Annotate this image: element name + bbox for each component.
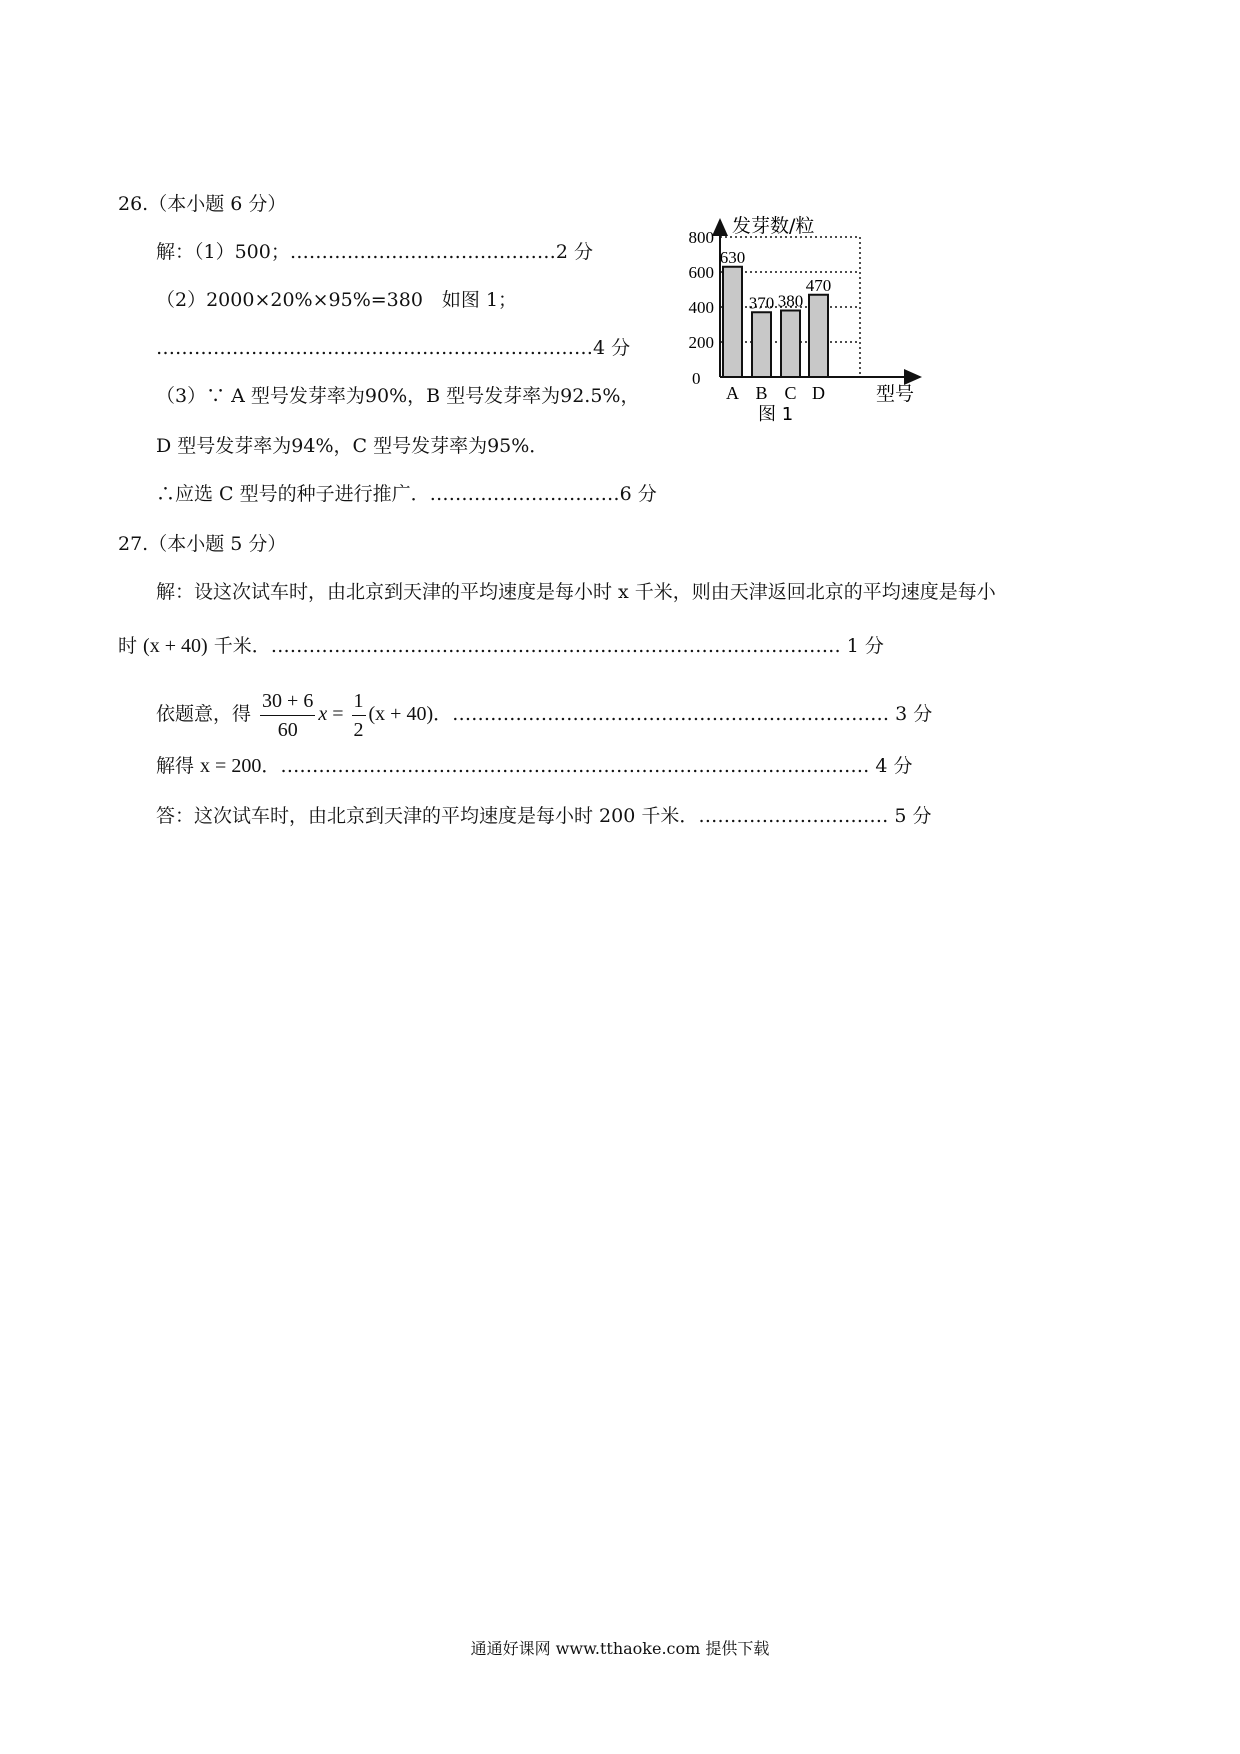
fraction-denominator: 2	[353, 718, 364, 741]
data-label: 380	[777, 291, 804, 311]
q26-conclusion: ∴应选 C 型号的种子进行推广．…………………………6 分	[156, 483, 657, 505]
y-tick-label: 600	[688, 263, 714, 282]
q26-answer-part2: （2）2000×20%×95%=380 如图 1；	[156, 289, 518, 311]
q27-speed-expression: (x + 40)	[143, 635, 208, 657]
fraction-30-6-over-60	[260, 687, 315, 744]
germination-bar-chart	[660, 200, 940, 430]
bar-A	[723, 267, 742, 377]
fraction-numerator: 1	[352, 687, 366, 716]
q27-setup-continued	[118, 634, 884, 658]
q27-equation-suffix: ．…………………………………………………………… 3 分	[433, 703, 933, 725]
q27-equation-prefix: 依题意，得	[156, 703, 258, 725]
q27-line2-prefix: 时	[118, 635, 144, 657]
data-label: 470	[805, 275, 832, 295]
x-tick-label: D	[812, 383, 825, 403]
equals-sign: =	[327, 703, 349, 725]
q26-heading: 26.（本小题 6 分）	[118, 193, 287, 215]
q26-rates-line: D 型号发芽率为94%，C 型号发芽率为95%．	[156, 435, 549, 457]
variable-x: x	[318, 703, 328, 725]
data-label: 630	[719, 247, 746, 267]
y-tick-label: 800	[688, 228, 714, 247]
x-tick-label: A	[726, 383, 739, 403]
fraction-numerator: 30 + 6	[260, 687, 315, 716]
x-tick-label: C	[784, 383, 797, 403]
y-tick-label: 200	[688, 333, 714, 352]
bar-C	[781, 311, 800, 378]
q26-score-line: ……………………………………………………………4 分	[156, 337, 631, 359]
fraction-denominator: 60	[277, 718, 298, 741]
q27-line2-suffix: 千米．……………………………………………………………………………… 1 分	[207, 635, 884, 657]
origin-label: 0	[692, 369, 701, 388]
q27-solution-suffix: ．………………………………………………………………………………… 4 分	[261, 755, 913, 777]
q27-setup: 解：设这次试车时，由北京到天津的平均速度是每小时 x 千米，则由天津返回北京的平均速度是每小	[156, 581, 996, 603]
q26-answer-part3: （3）∵ A 型号发芽率为90%，B 型号发芽率为92.5%，	[156, 385, 640, 407]
q27-solution-line	[156, 754, 913, 778]
q27-solution-prefix: 解得	[156, 755, 201, 777]
q27-equation-expression: (x + 40)	[368, 703, 434, 725]
q27-solution-expression: x = 200	[200, 755, 262, 777]
bar-B	[752, 312, 771, 377]
figure-caption: 图 1	[758, 404, 794, 425]
q27-answer: 答：这次试车时，由北京到天津的平均速度是每小时 200 千米．………………………… 5 分	[156, 805, 932, 827]
q26-answer-part1: 解：（1）500；……………………………………2 分	[156, 241, 593, 263]
q27-equation-line	[156, 684, 932, 744]
x-axis-label: 型号	[876, 383, 915, 405]
fraction-one-half	[352, 687, 366, 744]
x-tick-label: B	[755, 383, 768, 403]
y-tick-label: 400	[688, 298, 714, 317]
y-axis-label: 发芽数/粒	[732, 215, 815, 237]
data-label: 370	[748, 293, 775, 313]
q27-heading: 27.（本小题 5 分）	[118, 533, 287, 555]
bar-D	[809, 295, 828, 377]
page-footer: 通通好课网 www.tthaoke.com 提供下载	[470, 1639, 770, 1658]
